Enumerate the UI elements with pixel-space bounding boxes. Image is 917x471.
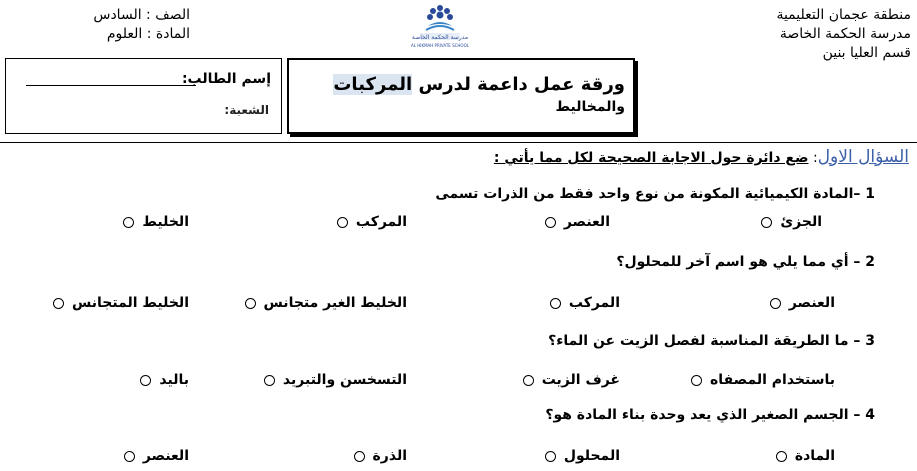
title-part-3: والمخاليط (555, 99, 625, 115)
option-label: الجزئ (780, 214, 822, 230)
logo-arabic-text: مدرسة الحكمة الخاصة (411, 34, 469, 41)
q2-option-4[interactable] (53, 295, 189, 311)
title-part-1: ورقة عمل داعمة لدرس (412, 74, 625, 95)
logo-english-text: AL HIKMAH PRIVATE SCHOOL (411, 43, 469, 48)
radio-icon[interactable] (691, 375, 702, 386)
school-logo (400, 2, 480, 52)
q3-option-2[interactable] (523, 372, 620, 388)
option-label: باليد (159, 372, 189, 388)
grade-label: الصف : السادس (93, 7, 190, 23)
q2-option-1[interactable] (770, 295, 835, 311)
school-header (721, 6, 911, 63)
option-label: المحلول (563, 448, 620, 464)
radio-icon[interactable] (776, 451, 787, 462)
option-label: الخليط الغير متجانس (263, 295, 407, 311)
q4-option-1[interactable] (776, 448, 835, 464)
q4-option-2[interactable] (545, 448, 620, 464)
option-label: المادة (794, 448, 835, 464)
option-label: غرف الزيت (541, 372, 620, 388)
q1-option-3[interactable] (337, 214, 407, 230)
section-instruction: ضع دائرة حول الاجابة الصحيحة لكل مما يأتي : (493, 150, 809, 166)
option-label: التسخسن والتبريد (282, 372, 407, 388)
radio-icon[interactable] (545, 451, 556, 462)
option-label: العنصر (788, 295, 835, 311)
option-label: العنصر (142, 448, 189, 464)
question-3: 3 – ما الطريقة المناسبة لفصل الزيت عن الماء؟ (548, 333, 875, 349)
question-1: 1 –المادة الكيميائية المكونة من نوع واحد فقط من الذرات تسمى (435, 186, 875, 202)
region-name: منطقة عجمان التعليمية (776, 7, 911, 23)
radio-icon[interactable] (124, 451, 135, 462)
q1-option-4[interactable] (123, 214, 189, 230)
option-label: الذرة (372, 448, 407, 464)
q4-option-3[interactable] (354, 448, 407, 464)
radio-icon[interactable] (245, 298, 256, 309)
student-name-label: إسم الطالب: (181, 71, 271, 87)
department-name: قسم العليا بنين (822, 45, 911, 61)
question-2: 2 – أي مما يلي هو اسم آخر للمحلول؟ (616, 254, 875, 270)
radio-icon[interactable] (761, 217, 772, 228)
q3-option-4[interactable] (140, 372, 189, 388)
section-heading: السؤال الاول: ضع دائرة حول الاجابة الصحيحة لكل مما يأتي : (493, 147, 909, 167)
q3-option-1[interactable] (691, 372, 835, 388)
radio-icon[interactable] (123, 217, 134, 228)
student-name-field[interactable] (26, 85, 196, 86)
school-logo-graphic (400, 2, 480, 52)
radio-icon[interactable] (140, 375, 151, 386)
class-info (40, 6, 190, 44)
option-label: المركب (568, 295, 620, 311)
title-part-2: المركبات (333, 74, 413, 95)
q1-option-1[interactable] (761, 214, 822, 230)
divider (0, 142, 917, 143)
option-label: باستخدام المصفاه (710, 372, 835, 388)
q4-option-4[interactable] (124, 448, 189, 464)
subject-label: المادة : العلوم (106, 26, 190, 42)
q3-option-3[interactable] (264, 372, 407, 388)
worksheet-title (289, 74, 625, 116)
school-name: مدرسة الحكمة الخاصة (779, 26, 911, 42)
radio-icon[interactable] (545, 217, 556, 228)
option-label: المركب (355, 214, 407, 230)
question-4: 4 – الجسم الصغير الذي يعد وحدة بناء المادة هو؟ (545, 407, 875, 423)
student-info-box (5, 58, 282, 134)
section-title: السؤال الاول (817, 147, 909, 167)
radio-icon[interactable] (337, 217, 348, 228)
radio-icon[interactable] (523, 375, 534, 386)
radio-icon[interactable] (264, 375, 275, 386)
radio-icon[interactable] (770, 298, 781, 309)
option-label: العنصر (563, 214, 610, 230)
q1-option-2[interactable] (545, 214, 610, 230)
q2-option-2[interactable] (550, 295, 620, 311)
radio-icon[interactable] (550, 298, 561, 309)
section-label: الشعبة: (224, 103, 269, 117)
radio-icon[interactable] (354, 451, 365, 462)
option-label: الخليط المتجانس (72, 295, 189, 311)
option-label: الخليط (142, 214, 189, 230)
worksheet-title-box (287, 58, 635, 134)
radio-icon[interactable] (53, 298, 64, 309)
q2-option-3[interactable] (245, 295, 407, 311)
